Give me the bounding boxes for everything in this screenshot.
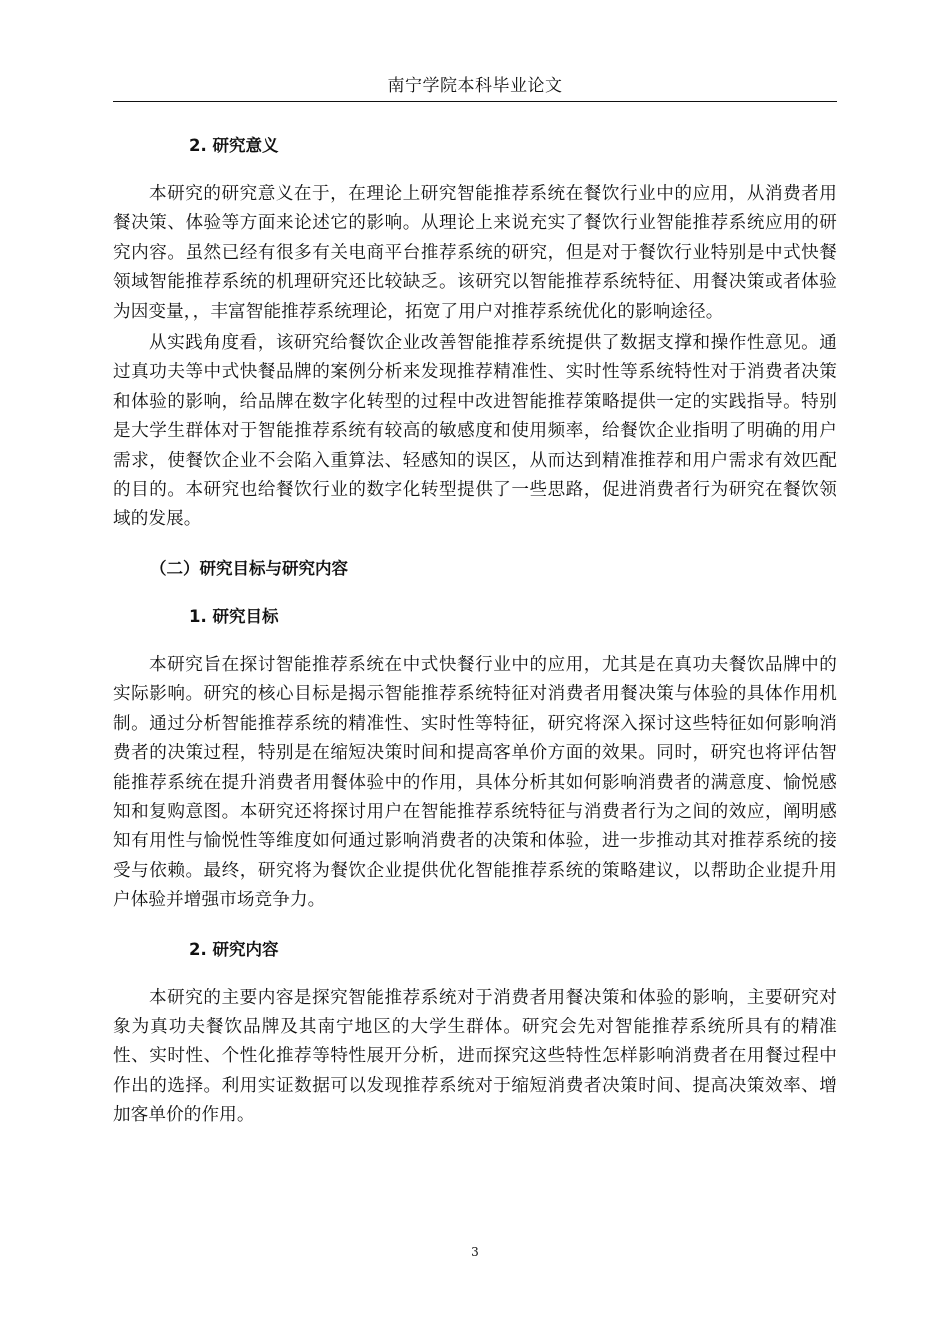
page-number: 3 [471,1245,479,1259]
heading-research-content: 2. 研究内容 [189,939,279,959]
paragraph-research-content: 本研究的主要内容是探究智能推荐系统对于消费者用餐决策和体验的影响，主要研究对象为真功夫餐饮品牌及其南宁地区的大学生群体。研究会先对智能推荐系统所具有的精准性、实时性、个性化推荐等特性展开分析，进而探究这些特性怎样影响消费者在用餐过程中作出的选择。利用实证数据可以发现推荐系统对于缩短消费者决策时间、提高决策效率、增加客单价的作用。 [113,987,837,1126]
paragraph-theoretical-significance: 本研究的研究意义在于，在理论上研究智能推荐系统在餐饮行业中的应用，从消费者用餐决策、体验等方面来论述它的影响。从理论上来说充实了餐饮行业智能推荐系统应用的研究内容。虽然已经有很多有关电商平台推荐系统的研究，但是对于餐饮行业特别是中式快餐领域智能推荐系统的机理研究还比较缺乏。该研究以智能推荐系统特征、用餐决策或者体验为因变量，，丰富智能推荐系统理论，拓宽了用户对推荐系统优化的影响途径。 [113,184,837,322]
header-rule [113,101,837,102]
heading-research-significance: 2. 研究意义 [189,136,279,155]
paragraph-research-goals: 本研究旨在探讨智能推荐系统在中式快餐行业中的应用，尤其是在真功夫餐饮品牌中的实际影响。研究的核心目标是揭示智能推荐系统特征对消费者用餐决策与体验的具体作用机制。通过分析智能推荐系统的精准性、实时性等特征，研究将深入探讨这些特征如何影响消费者的决策过程，特别是在缩短决策时间和提高客单价方面的效果。同时，研究也将评估智能推荐系统在提升消费者用餐体验中的作用，具体分析其如何影响消费者的满意度、愉悦感知和复购意图。本研究还将探讨用户在智能推荐系统特征与消费者行为之间的效应，阐明感知有用性与愉悦性等维度如何通过影响消费者的决策和体验，进一步推动其对推荐系统的接受与依赖。最终，研究将为餐饮企业提供优化智能推荐系统的策略建议，以帮助企业提升用户体验并增强市场竞争力。 [113,654,837,911]
paragraph-practical-significance: 从实践角度看，该研究给餐饮企业改善智能推荐系统提供了数据支撑和操作性意见。通过真功夫等中式快餐品牌的案例分析来发现推荐精准性、实时性等系统特性对于消费者决策和体验的影响，给品牌在数字化转型的过程中改进智能推荐策略提供一定的实践指导。特别是大学生群体对于智能推荐系统有较高的敏感度和使用频率，给餐饮企业指明了明确的用户需求，使餐饮企业不会陷入重算法、轻感知的误区，从而达到精准推荐和用户需求有效匹配的目的。本研究也给餐饮行业的数字化转型提供了一些思路，促进消费者行为研究在餐饮领域的发展。 [113,333,837,530]
heading-research-goals: 1. 研究目标 [189,606,279,626]
running-header: 南宁学院本科毕业论文 [387,76,563,96]
body-content [113,132,837,1131]
heading-goals-and-content: （二）研究目标与研究内容 [150,558,348,578]
